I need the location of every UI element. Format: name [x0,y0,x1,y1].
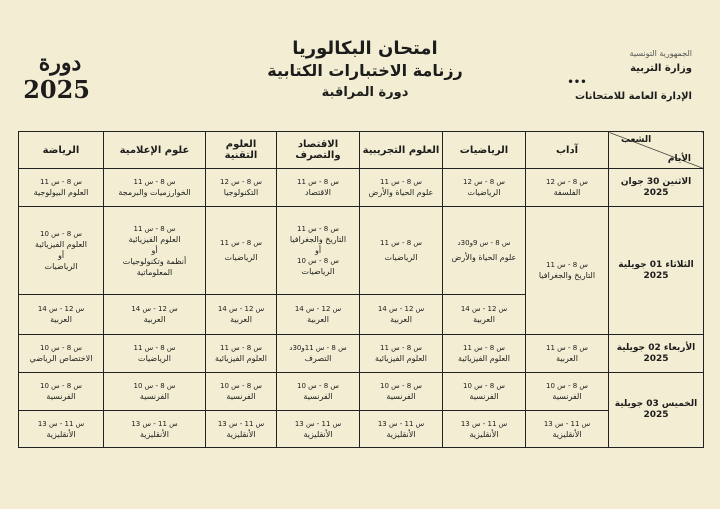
exam-cell [206,207,277,295]
exam-time: س 8 - س 11 [380,239,422,247]
or-label: أو [314,246,322,255]
exam-time: س 8 - س 10 [297,382,339,390]
exam-time: س 8 - س 10 [40,382,82,390]
exam-subject: الفلسفة [553,188,581,197]
exam-cell [277,373,360,411]
exam-cell [19,207,104,295]
exam-cell [206,169,277,207]
exam-subject: العربية [307,315,329,324]
exam-time: س 8 - س 10 [463,382,505,390]
exam-schedule-table [18,131,704,448]
exam-cell [526,207,609,335]
exam-cell [19,335,104,373]
exam-subject: الرياضيات [224,253,258,262]
exam-subject: العربية [473,315,495,324]
corner-days: الأيام [667,154,691,164]
exam-subject: الفرنسية [226,392,256,401]
column-header: الاقتصاد والتصرف [277,132,360,169]
exam-time: س 8 - س 12 [546,178,588,186]
day-cell: الاثنين 30 جوان 2025 [609,169,704,207]
table-row [19,207,704,295]
day-cell: الأربعاء 02 جويلية 2025 [609,335,704,373]
exam-cell [104,295,206,335]
exam-cell [360,295,443,335]
exam-time: س 8 - س 10 [297,257,339,265]
exam-time: س 11 - س 13 [37,419,85,428]
exam-time: س 8 - س 11 [546,344,588,352]
exam-subject: الاقتصاد [305,188,331,197]
corner-header [609,132,704,169]
exam-subject: العلوم الفيزيائية [35,240,87,249]
or-label: أو [151,245,158,255]
exam-cell [206,295,277,335]
exam-time: س 8 - س 9و30د [457,239,511,247]
exam-cell [360,411,443,448]
corner-branches: الشعب [621,135,652,145]
exam-subject: التاريخ والجغرافيا [289,235,347,244]
exam-time: س 12 - س 14 [460,305,508,313]
exam-time: س 12 - س 14 [37,305,85,313]
exam-cell [206,411,277,448]
exam-time: س 8 - س 11 [380,178,422,186]
exam-time: س 8 - س 11 [297,178,339,186]
exam-subject: الرياضيات [301,267,335,276]
exam-time: س 8 - س 11و30د [289,344,347,352]
table-row [19,169,704,207]
table-row [19,373,704,411]
day-cell: الخميس 03 جويلية 2025 [609,373,704,448]
administration-header [522,48,692,106]
exam-subject: العلوم الفيزيائية [458,354,510,363]
exam-cell [360,207,443,295]
session-label: دورة [38,50,82,76]
exam-cell [526,373,609,411]
table-row [19,335,704,373]
exam-subject: الرياضيات [384,253,418,262]
exam-cell [104,207,206,295]
exam-subject: الأنقليزية [386,429,416,439]
exam-subject: الأنقليزية [469,429,499,439]
exam-time: س 8 - س 10 [380,382,422,390]
exam-subject: العلوم البيولوجية [33,188,89,197]
exam-cell [360,335,443,373]
column-header: الرياضيات [443,132,526,169]
exam-cell [104,411,206,448]
exam-subject: الأنقليزية [139,429,170,439]
exam-time: س 8 - س 10 [133,382,176,390]
column-header: الرياضة [19,132,104,169]
separator-dots: ••• [567,77,587,88]
exam-time: س 8 - س 11 [133,344,176,352]
header-row [19,132,704,169]
session-year [23,50,90,104]
exam-time: س 11 - س 13 [543,419,591,428]
exam-time: س 11 - س 13 [460,419,508,428]
exam-time: س 8 - س 11 [133,224,176,233]
exam-subject: علوم الحياة والأرض [451,253,517,262]
exam-time: س 8 - س 12 [220,178,262,186]
day-cell: الثلاثاء 01 جويلية 2025 [609,207,704,335]
or-label: أو [57,251,65,260]
exam-time: س 8 - س 11 [546,261,588,269]
exam-cell [360,373,443,411]
exam-cell [104,373,206,411]
exam-cell [443,373,526,411]
exam-subject: الفرنسية [139,392,170,401]
exam-subject: الفرنسية [469,392,499,401]
exam-subject: الفرنسية [303,392,333,401]
exam-subject: أنظمة وتكنولوجيات المعلوماتية [122,256,187,277]
exam-time: س 11 - س 13 [294,419,342,428]
exam-time: س 12 - س 14 [377,305,425,313]
exam-subject: العلوم الفيزيائية [215,354,267,363]
exam-cell [360,169,443,207]
exam-cell [104,335,206,373]
exam-subject: الاختصاص الرياضي [29,354,93,363]
exam-subject: العربية [230,315,252,324]
exam-cell [19,411,104,448]
exam-subject: الرياضيات [467,188,501,197]
exam-time: س 8 - س 10 [546,382,588,390]
ministry-label: وزارة التربية [630,63,692,74]
exam-time: س 8 - س 11 [133,178,176,186]
exam-subject: التصرف [304,354,332,363]
column-header: آداب [526,132,609,169]
title-block [220,38,510,102]
session-name: دورة المراقبة [321,85,409,100]
exam-subject: الفرنسية [46,392,76,401]
exam-time: س 8 - س 10 [220,382,262,390]
exam-time: س 8 - س 10 [40,344,82,352]
exam-subject: الأنقليزية [552,429,582,439]
exam-cell [443,207,526,295]
exam-cell [277,169,360,207]
exam-subject: العربية [143,315,166,324]
exam-subject: الأنقليزية [226,429,256,439]
department-label: الإدارة العامة للامتحانات [574,91,692,102]
column-header: علوم الإعلامية [104,132,206,169]
exam-subject: الرياضيات [44,262,78,271]
exam-cell [526,411,609,448]
page-title: امتحان البكالوريا [292,38,438,59]
exam-time: س 8 - س 11 [463,344,505,352]
exam-cell [443,295,526,335]
exam-subject: العربية [390,315,412,324]
exam-subject: العلوم الفيزيائية [128,234,181,244]
exam-subject: علوم الحياة والأرض [368,188,434,197]
exam-subject: الخوارزميات والبرمجة [118,188,191,197]
exam-cell [443,335,526,373]
exam-time: س 8 - س 11 [297,225,339,233]
exam-subject: الفرنسية [386,392,416,401]
exam-time: س 12 - س 14 [131,305,178,313]
exam-subject: الفرنسية [552,392,582,401]
exam-time: س 8 - س 12 [463,178,505,186]
exam-time: س 8 - س 10 [40,230,82,238]
page-subtitle: رزنامة الاختبارات الكتابية [267,61,463,80]
exam-cell [526,335,609,373]
column-header: العلوم التجريبية [360,132,443,169]
exam-subject: التكنولوجيا [223,188,259,197]
exam-cell [19,295,104,335]
exam-subject: الأنقليزية [46,429,76,439]
exam-time: س 8 - س 11 [40,178,82,186]
exam-time: س 11 - س 13 [377,419,425,428]
exam-cell [206,373,277,411]
exam-cell [19,169,104,207]
exam-cell [277,207,360,295]
exam-time: س 8 - س 11 [220,239,262,247]
exam-time: س 8 - س 11 [220,344,262,352]
column-header: العلوم التقنية [206,132,277,169]
exam-cell [206,335,277,373]
exam-cell [277,335,360,373]
exam-subject: التاريخ والجغرافيا [538,271,596,280]
exam-cell [443,411,526,448]
exam-cell [277,411,360,448]
exam-subject: العربية [556,354,578,363]
session-year-value: 2025 [23,75,90,104]
exam-cell [277,295,360,335]
exam-time: س 12 - س 14 [294,305,342,313]
table-row [19,411,704,448]
exam-subject: العربية [50,315,72,324]
republic-label: الجمهورية التونسية [629,49,692,58]
exam-subject: العلوم الفيزيائية [375,354,427,363]
exam-cell [19,373,104,411]
exam-subject: الرياضيات [138,354,171,363]
exam-cell [526,169,609,207]
exam-cell [443,169,526,207]
exam-time: س 11 - س 13 [217,419,265,428]
exam-subject: الأنقليزية [303,429,333,439]
exam-cell [104,169,206,207]
exam-time: س 12 - س 14 [217,305,265,313]
exam-time: س 8 - س 11 [380,344,422,352]
exam-time: س 11 - س 13 [131,419,178,428]
